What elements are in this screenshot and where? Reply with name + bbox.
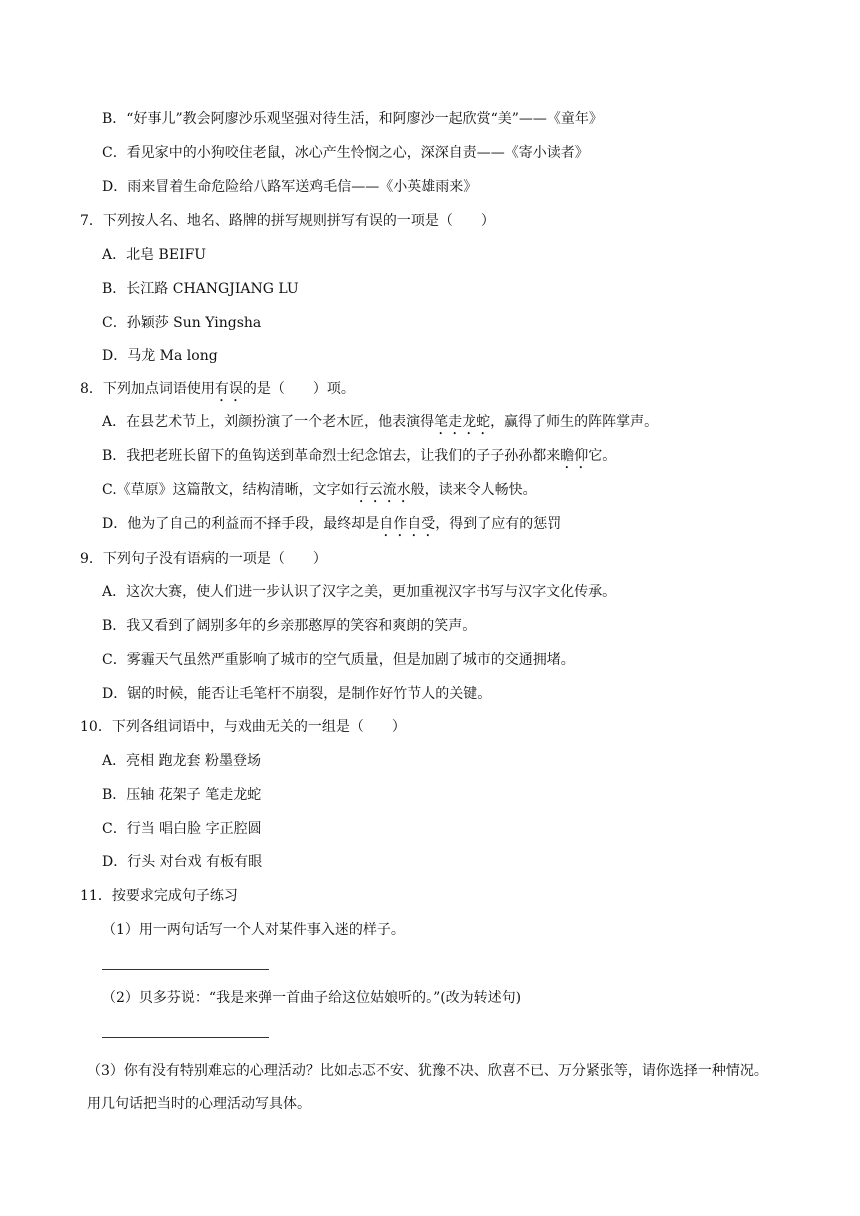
q8-option-b — [0, 446, 860, 472]
q6-option-b: B．“好事儿”教会阿廖沙乐观坚强对待生活，和阿廖沙一起欣赏“美”——《童年》 — [102, 111, 603, 127]
q6-option-c: C．看见家中的小狗咬住老鼠，冰心产生怜悯之心，深深自责——《寄小读者》 — [102, 145, 589, 161]
q7-option-d: D．马龙 Ma long — [102, 348, 218, 364]
q7-stem: 7．下列按人名、地名、路牌的拼写规则拼写有误的一项是（ ） — [80, 213, 495, 229]
q8-option-b-pre: B．我把老班长留下的鱼钩送到革命烈士纪念馆去，让我们的子子孙孙都来 — [102, 448, 561, 464]
q8-option-b-post: 它。 — [588, 448, 617, 464]
q11-sub2-answer-line[interactable] — [102, 1037, 269, 1038]
q7-option-b: B．长江路 CHANGJIANG LU — [102, 281, 299, 297]
q11-sub2: （2）贝多芬说：“我是来弹一首曲子给这位姑娘听的。”(改为转述句) — [102, 990, 522, 1006]
q8-stem-pre: 8．下列加点词语使用 — [80, 381, 215, 397]
q6-option-d: D．雨来冒着生命危险给八路军送鸡毛信——《小英雄雨来》 — [102, 179, 478, 195]
q9-stem: 9．下列句子没有语病的一项是（ ） — [80, 551, 327, 567]
q11-sub3: （3）你有没有特别难忘的心理活动？比如忐忑不安、犹豫不决、欣喜不已、万分紧张等，请你选择一种情况。用几句话把当时的心理活动写具体。 — [87, 1063, 768, 1112]
q8-option-a — [0, 412, 860, 438]
q11-sub1-answer-line[interactable] — [102, 969, 269, 970]
q8-stem — [0, 379, 860, 405]
q10-option-d: D．行头 对台戏 有板有眼 — [102, 854, 263, 870]
q9-option-b: B．我又看到了阔别多年的乡亲那憨厚的笑容和爽朗的笑声。 — [102, 618, 477, 634]
q8-option-b-dotted: 瞻仰 — [560, 448, 589, 464]
q8-option-c-pre: C.《草原》这篇散文，结构清晰，文字如 — [102, 482, 355, 498]
q7-option-c: C．孙颖莎 Sun Yingsha — [102, 315, 262, 331]
q11-stem: 11．按要求完成句子练习 — [80, 888, 238, 904]
q8-option-d-dotted: 自作自受 — [379, 516, 436, 532]
q8-option-d-pre: D．他为了自己的利益而不择手段，最终却是 — [102, 516, 380, 532]
q10-option-a: A．亮相 跑龙套 粉墨登场 — [102, 753, 262, 769]
q8-stem-post: 的是（ ）项。 — [242, 381, 355, 397]
q9-option-d: D．锯的时候，能否让毛笔杆不崩裂，是制作好竹节人的关键。 — [102, 686, 492, 702]
q10-option-b: B．压轴 花架子 笔走龙蛇 — [102, 787, 262, 803]
q8-option-a-pre: A．在县艺术节上，刘颜扮演了一个老木匠，他表演得 — [102, 414, 435, 430]
q8-option-c — [0, 480, 860, 506]
q11-sub1: （1）用一两句话写一个人对某件事入迷的样子。 — [102, 922, 405, 938]
q8-option-a-post: ，赢得了师生的阵阵掌声。 — [490, 414, 659, 430]
q9-option-a: A．这次大赛，使人们进一步认识了汉字之美，更加重视汉字书写与汉字文化传承。 — [102, 584, 617, 600]
q8-option-a-dotted: 笔走龙蛇 — [434, 414, 491, 430]
q8-option-d-post: ，得到了应有的惩罚 — [435, 516, 562, 532]
q7-option-a: A．北皂 BEIFU — [102, 247, 207, 263]
q10-stem: 10．下列各组词语中，与戏曲无关的一组是（ ） — [80, 719, 406, 735]
q8-stem-dotted: 有误 — [214, 381, 243, 397]
q9-option-c: C．雾霾天气虽然严重影响了城市的空气质量，但是加剧了城市的交通拥堵。 — [102, 652, 575, 668]
q8-option-c-post: 般，读来令人畅快。 — [410, 482, 537, 498]
q8-option-d — [0, 514, 860, 540]
q10-option-c: C．行当 唱白脸 字正腔圆 — [102, 821, 262, 837]
q8-option-c-dotted: 行云流水 — [354, 482, 411, 498]
